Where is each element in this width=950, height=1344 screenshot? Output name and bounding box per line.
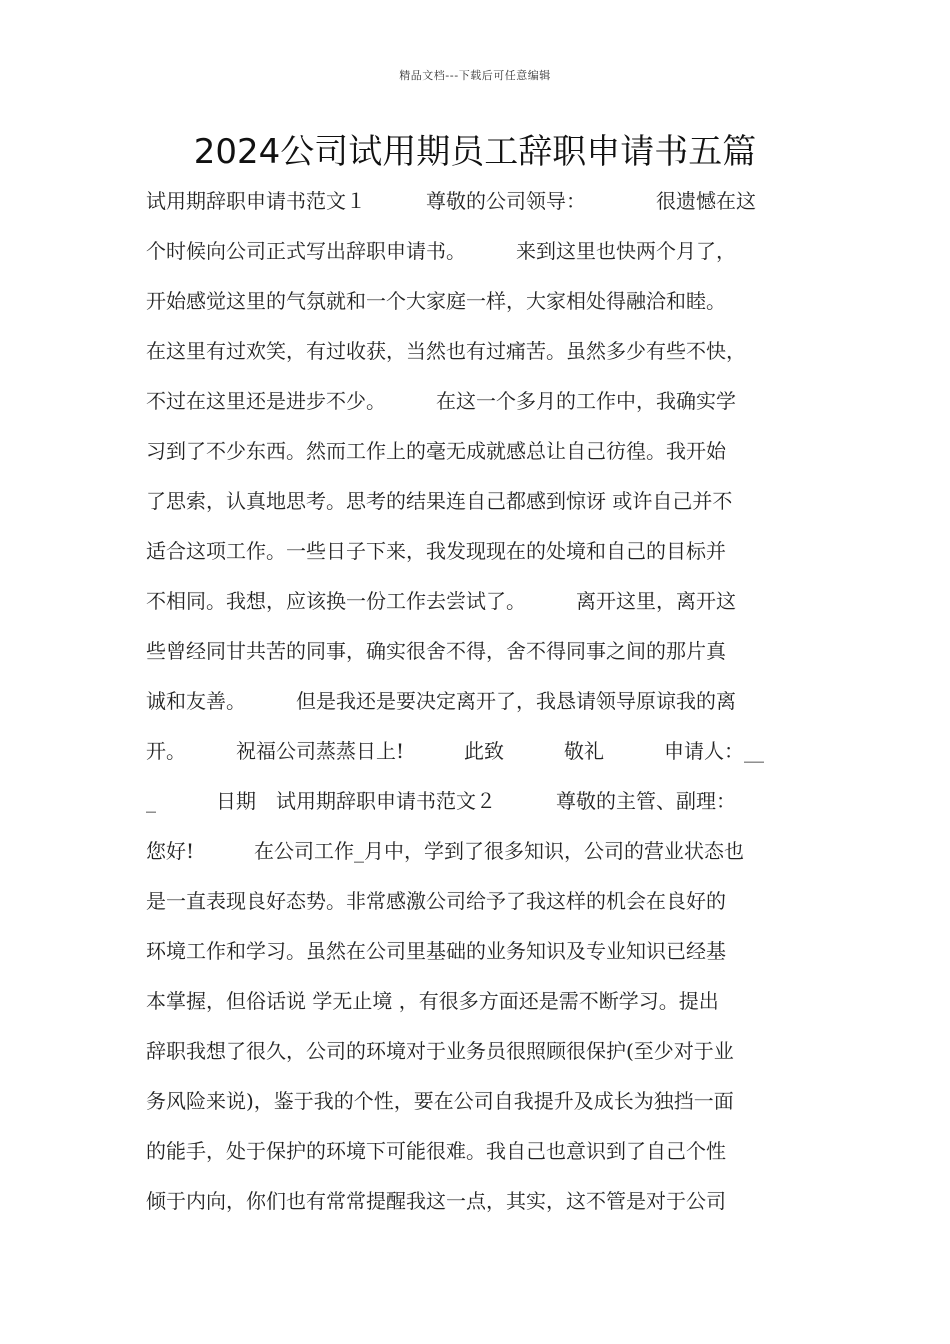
document-title: 2024公司试用期员工辞职申请书五篇 <box>193 132 757 172</box>
body-line: 不相同。我想，应该换一份工作去尝试了。 离开这里，离开这 <box>146 589 736 613</box>
body-line: 不过在这里还是进步不少。 在这一个多月的工作中，我确实学 <box>146 389 736 413</box>
body-line: 倾于内向，你们也有常常提醒我这一点，其实，这不管是对于公司 <box>146 1189 726 1213</box>
body-line: 适合这项工作。一些日子下来，我发现现在的处境和自己的目标并 <box>146 539 726 563</box>
body-line: _ 日期 试用期辞职申请书范文２ 尊敬的主管、副理： <box>146 789 736 813</box>
body-line: 开。 祝福公司蒸蒸日上! 此致 敬礼 申请人：__ <box>146 739 765 763</box>
header-note: 精品文档---下载后可任意编辑 <box>399 69 551 82</box>
body-line: 环境工作和学习。虽然在公司里基础的业务知识及专业知识已经基 <box>146 939 726 963</box>
body-line: 习到了不少东西。然而工作上的毫无成就感总让自己彷徨。我开始 <box>146 439 726 463</box>
body-line: 些曾经同甘共苦的同事，确实很舍不得，舍不得同事之间的那片真 <box>146 639 726 663</box>
body-line: 是一直表现良好态势。非常感激公司给予了我这样的机会在良好的 <box>146 889 726 913</box>
body-line: 了思索，认真地思考。思考的结果连自己都感到惊讶 或许自己并不 <box>146 489 733 513</box>
body-line: 开始感觉这里的气氛就和一个大家庭一样，大家相处得融洽和睦。 <box>146 289 726 313</box>
body-line: 辞职我想了很久，公司的环境对于业务员很照顾很保护(至少对于业 <box>146 1039 734 1063</box>
body-line: 务风险来说)，鉴于我的个性，要在公司自我提升及成长为独挡一面 <box>146 1089 734 1113</box>
body-line: 诚和友善。 但是我还是要决定离开了，我恳请领导原谅我的离 <box>146 689 736 713</box>
body-line: 试用期辞职申请书范文１ 尊敬的公司领导： 很遗憾在这 <box>146 189 756 213</box>
body-line: 的能手，处于保护的环境下可能很难。我自己也意识到了自己个性 <box>146 1139 726 1163</box>
document-body <box>146 180 816 1230</box>
body-line: 个时候向公司正式写出辞职申请书。 来到这里也快两个月了， <box>146 239 736 263</box>
body-line: 您好! 在公司工作_月中，学到了很多知识，公司的营业状态也 <box>146 839 745 863</box>
body-line: 在这里有过欢笑，有过收获，当然也有过痛苦。虽然多少有些不快， <box>146 339 746 363</box>
body-line: 本掌握，但俗话说 学无止境 ，有很多方面还是需不断学习。提出 <box>146 989 719 1013</box>
